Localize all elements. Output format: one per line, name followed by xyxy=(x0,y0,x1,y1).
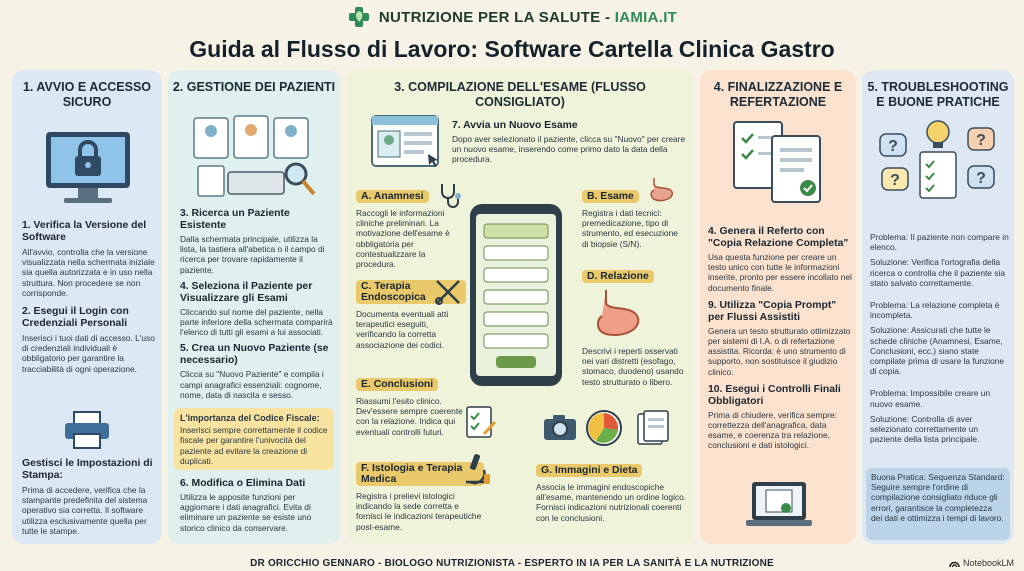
fiscal-code-note xyxy=(174,408,334,470)
solution-text: Soluzione: Assicurati che tutte le schede cliniche (Anamnesi, Esame, Conclusioni, ecc.) siano state compilate prima di usare la funzione di copia. xyxy=(870,325,1005,377)
step-text: Clicca su "Nuovo Paziente" e compila i campi anagrafici essenziali: cognome, nome, data di nascita e sesso. xyxy=(180,369,324,400)
section-troubleshooting xyxy=(862,70,1014,544)
patient-records-icon xyxy=(188,114,322,200)
substep-title: B. Esame xyxy=(582,190,639,203)
question-bubbles-icon xyxy=(876,114,1000,206)
step-text: Utilizza le apposite funzioni per aggiornare i dati anagrafici. Evita di eliminare un paziente se esiste uno storico clinico da conservare. xyxy=(180,492,312,533)
printer-icon xyxy=(62,410,112,450)
step-title: 2. Esegui il Login con Credenziali Personali xyxy=(22,306,129,330)
laptop-report-icon xyxy=(744,478,814,536)
section-heading: 3. COMPILAZIONE DELL'ESAME (FLUSSO CONSIGLIATO) xyxy=(394,80,646,109)
solution-text: Soluzione: Controlla di aver selezionato correttamente un paziente della lista principale. xyxy=(870,413,980,445)
step-title: 4. Seleziona il Paziente per Visualizzare gli Esami xyxy=(180,280,313,304)
step-title: 9. Utilizza "Copia Prompt" per Flussi Assistiti xyxy=(708,299,837,323)
substep-text: Registra i prelievi istologici indicando la sede corretta e fornisci le indicazioni terapeutiche post-esame. xyxy=(356,491,482,532)
locked-monitor-icon xyxy=(42,128,134,208)
smartphone-form-icon xyxy=(466,202,566,388)
step-text: Prima di chiudere, verifica sempre: correttezza dell'anagrafica, data esame, e coerenza tra relazione, conclusioni e dati istologici. xyxy=(708,409,837,451)
microscope-icon xyxy=(460,452,492,486)
svg-text:?: ? xyxy=(976,132,986,149)
section-exam xyxy=(346,70,694,544)
step-title: 6. Modifica o Elimina Dati xyxy=(180,478,306,489)
substep-title: C. Terapia Endoscopica xyxy=(356,280,466,304)
stomach-icon xyxy=(646,176,676,202)
checklist-icon xyxy=(464,404,498,440)
surgical-tools-icon xyxy=(434,278,462,306)
substep-text: Raccogli le informazioni cliniche preliminari. La motivazione dell'esame è obbligatoria per contestualizzare la procedura. xyxy=(356,208,450,270)
svg-text:?: ? xyxy=(888,138,898,155)
problem-text: Problema: Impossibile creare un nuovo esame. xyxy=(870,388,991,409)
brand: NUTRIZIONE PER LA SALUTE - IAMIA.IT xyxy=(378,8,678,26)
section-heading: 2. GESTIONE DEI PAZIENTI xyxy=(172,80,336,94)
substep-text: Documenta eventuali atti terapeutici eseguiti, verificando la corretta associazione dei codici. xyxy=(356,309,449,350)
step-title: Gestisci le Impostazioni di Stampa: xyxy=(22,458,153,481)
note-title: L'importanza del Codice Fiscale: xyxy=(180,413,320,423)
notebooklm-logo-icon xyxy=(949,559,960,568)
best-practice-text: Buona Pratica: Sequenza Standard: Seguire sempre l'ordine di compilazione consigliato riduce gli errori, garantisce la completezza dei dati e ottimizza i tempi di lavoro. xyxy=(871,472,1005,523)
page-title: Guida al Flusso di Lavoro: Software Cartella Clinica Gastro xyxy=(189,36,835,62)
step-title: 10. Esegui i Controlli Finali Obbligatori xyxy=(708,383,841,407)
substep-text: Riassumi l'esito clinico. Dev'essere sempre coerente con la relazione. Indica qui eventuali controlli futuri. xyxy=(356,396,463,437)
step-title: 5. Crea un Nuovo Paziente (se necessario) xyxy=(180,343,329,367)
documents-icon xyxy=(636,410,670,446)
step-text: Cliccando sul nome del paziente, nella parte inferiore della schermata comparirà l'elenco di tutti gli esami a lui associati. xyxy=(180,306,333,338)
substep-title: E. Conclusioni xyxy=(356,378,438,391)
browser-window-icon xyxy=(370,114,440,170)
problem-text: Problema: Il paziente non compare in elenco. xyxy=(870,232,1009,253)
section-access xyxy=(12,70,162,544)
footer-credit: DR ORICCHIO GENNARO - BIOLOGO NUTRIZIONISTA - ESPERTO IN IA PER LA SANITÀ E LA NUTRIZIONE xyxy=(250,558,774,569)
medical-cross-leaf-icon xyxy=(347,6,371,28)
step-text: All'avvio, controlla che la versione visualizzata nella schermata iniziale sia quella autorizzata e in uso nella struttura. Non procedere se non corrisponde. xyxy=(22,247,155,298)
step-text: Dalla schermata principale, utilizza la lista, la tastiera all'abetica o il campo di ricerca per trovare rapidamente il paziente. xyxy=(180,234,325,275)
step-text: Genera un testo strutturato ottimizzato per sistemi di I.A. o di refertazione assistita. Ricorda: è uno strumento di supporto, non sostituisce il giudizio clinico. xyxy=(708,325,851,377)
section-patients xyxy=(168,70,340,544)
notebooklm-badge xyxy=(949,558,1014,568)
step-text: Prima di accedere, verifica che la stampante predefinita del sistema operativo sia corretta. Il software utilizza esclusivamente quella per tutte le stampe. xyxy=(22,485,148,536)
substep-title: F. Istologia e Terapia Medica xyxy=(356,462,484,486)
section-heading: 5. TROUBLESHOOTING E BUONE PRATICHE xyxy=(867,80,1009,109)
digestive-tract-icon xyxy=(586,288,650,344)
stethoscope-icon xyxy=(438,182,466,210)
step-title: 1. Verifica la Versione del Software xyxy=(22,220,147,243)
step-text: Dopo aver selezionato il paziente, clicca su "Nuovo" per creare un nuovo esame, inserendo come primo dato la data della procedura. xyxy=(452,134,686,165)
substep-title: D. Relazione xyxy=(582,270,654,283)
step-text: Usa questa funzione per creare un testo unico con tutte le informazioni inserite, pronto per essere incollato nel documento finale. xyxy=(708,252,852,293)
substep-text: Registra i dati tecnici: premedicazione, tipo di strumento, ed esecuzione di biopsie (S/N). xyxy=(582,208,678,249)
best-practice-box xyxy=(866,468,1010,540)
section-heading: 4. FINALIZZAZIONE E REFERTAZIONE xyxy=(713,80,843,109)
header xyxy=(0,6,1024,28)
svg-text:?: ? xyxy=(976,170,986,187)
step-text: Inserisci i tuoi dati di accesso. L'uso di credenziali individuali è obbligatorio per garantire la tracciabilità di ogni operazione. xyxy=(22,333,155,374)
section-reporting xyxy=(700,70,856,544)
section-heading: 1. AVVIO E ACCESSO SICURO xyxy=(22,80,152,109)
report-documents-icon xyxy=(728,116,828,206)
substep-title: G. Immagini e Dieta xyxy=(536,464,642,477)
notebooklm-label: NotebookLM xyxy=(962,558,1014,568)
note-text: Inserisci sempre correttamente il codice fiscale per garantire l'univocità del paziente ad evitare la creazione di duplicati. xyxy=(180,425,328,466)
healthy-plate-icon xyxy=(584,408,624,448)
step-title: 3. Ricerca un Paziente Esistente xyxy=(180,208,290,231)
substep-text: Descrivi i reperti osservati nei vari distretti (esofago, stomaco, duodeno) usando testo strutturato o libero. xyxy=(582,346,684,387)
problem-text: Problema: La relazione completa è incompleta. xyxy=(870,300,1000,321)
camera-icon xyxy=(542,412,578,442)
step-title: 7. Avvia un Nuovo Esame xyxy=(452,120,578,131)
step-title: 4. Genera il Referto con "Copia Relazione Completa" xyxy=(708,226,849,249)
solution-text: Soluzione: Verifica l'ortografia della ricerca o controlla che il paziente sia stato salvato correttamente. xyxy=(870,257,1005,288)
substep-title: A. Anamnesi xyxy=(356,190,429,203)
substep-text: Associa le immagini endoscopiche all'esame, mantenendo un ordine logico. Fornisci indicazioni nutrizionali coerenti con le conclusioni. xyxy=(536,482,687,523)
svg-text:?: ? xyxy=(890,172,900,189)
